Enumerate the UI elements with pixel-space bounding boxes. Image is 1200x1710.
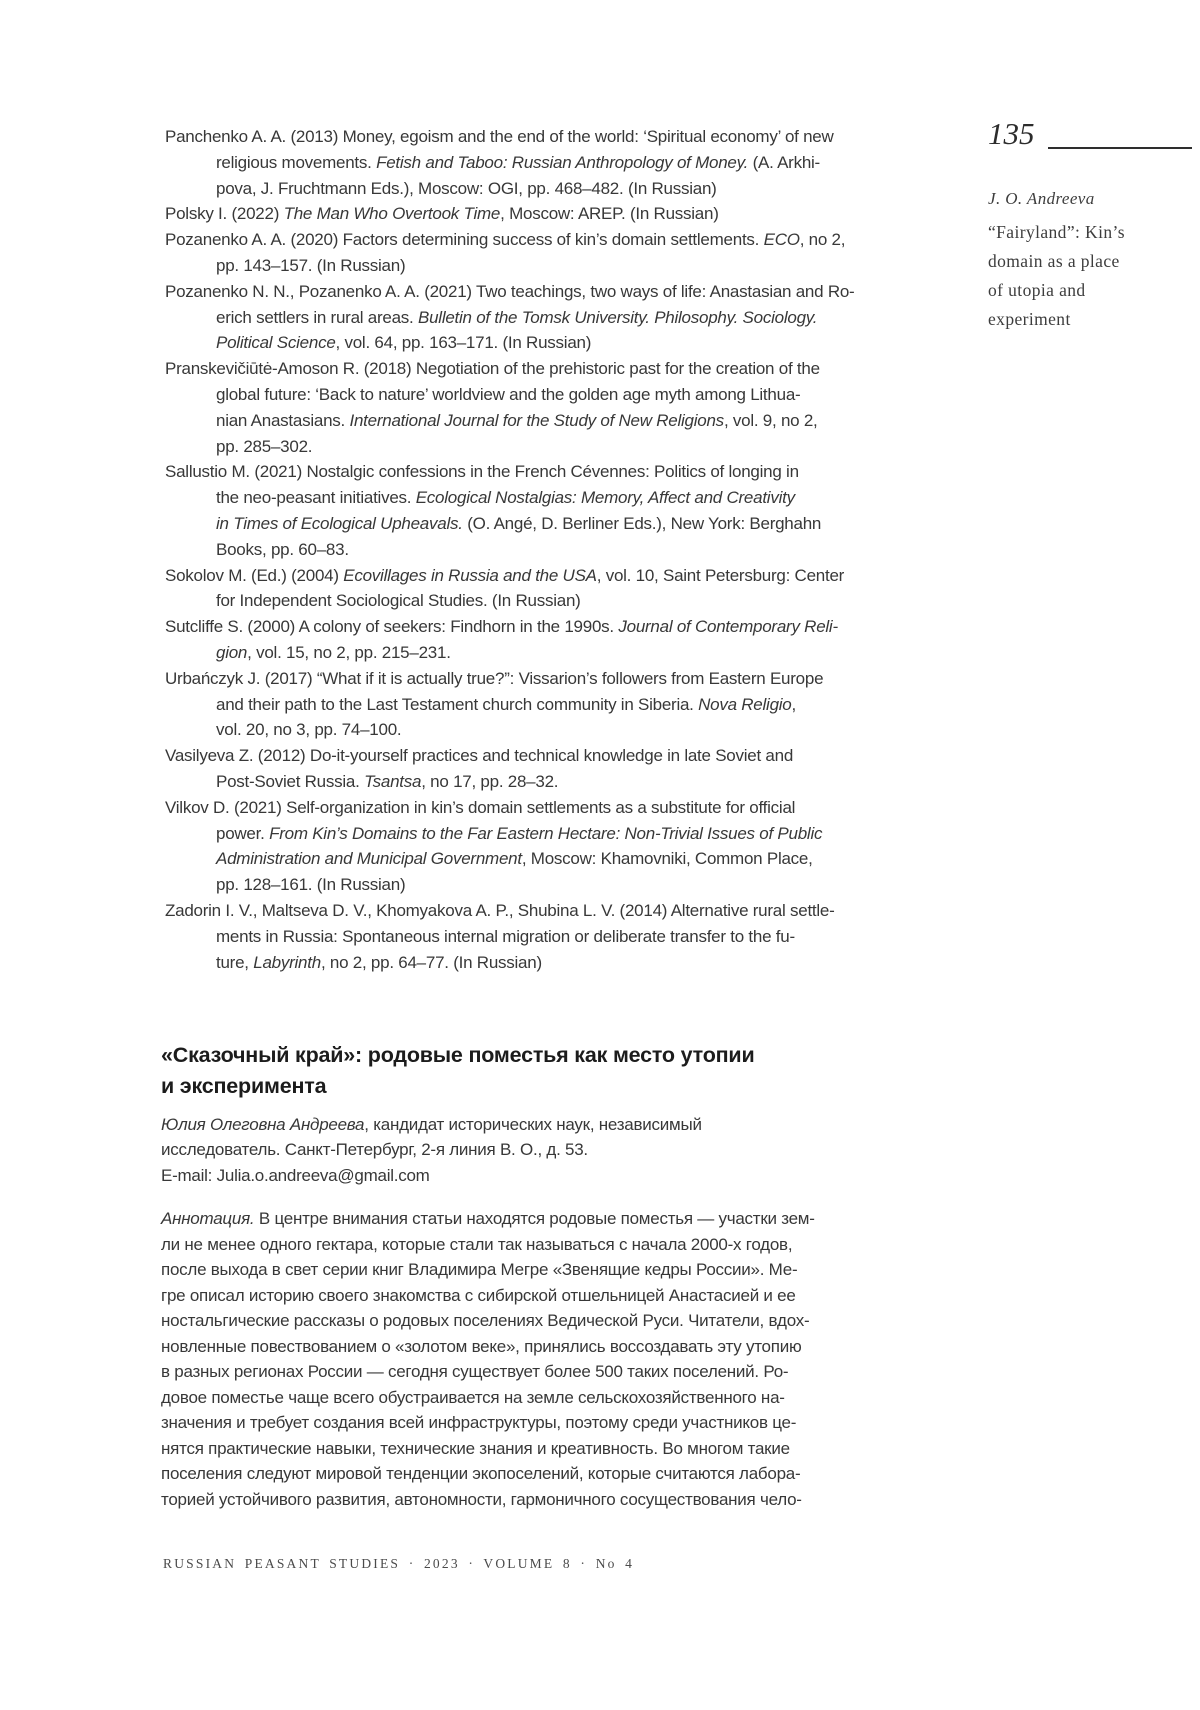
reference-line (165, 459, 955, 485)
italic-text: Labyrinth (253, 952, 321, 972)
abstract-line (161, 1232, 961, 1258)
plain-text: , (791, 694, 796, 714)
reference-line (165, 176, 955, 202)
plain-text: , no 17, pp. 28–32. (421, 771, 559, 791)
plain-text: Pozanenko A. A. (2020) Factors determining success of kin’s domain settlements. (165, 230, 764, 250)
reference-line (165, 743, 955, 769)
reference-line (165, 898, 955, 924)
sidebar-title-line (988, 247, 1125, 276)
section-heading-line (161, 1040, 961, 1071)
plain-text: pova, J. Fruchtmann Eds.), Moscow: OGI, pp. 468–482. (In Russian) (216, 178, 717, 198)
reference-line (165, 253, 955, 279)
plain-text: , no 2, pp. 64–77. (In Russian) (320, 952, 542, 972)
author-info-line (161, 1137, 961, 1162)
author-info-line (161, 1112, 961, 1137)
reference-line (165, 511, 955, 537)
abstract-line (161, 1206, 961, 1232)
italic-text: Ecological Nostalgias: Memory, Affect and Creativity (415, 488, 795, 508)
plain-text: Sokolov M. (Ed.) (2004) (165, 565, 344, 585)
plain-text: of utopia and (988, 280, 1086, 300)
plain-text: for Independent Sociological Studies. (In Russian) (216, 591, 581, 611)
reference-line (165, 124, 955, 150)
plain-text: , vol. 10, Saint Petersburg: Center (596, 565, 845, 585)
italic-text: International Journal for the Study of New Religions (349, 410, 724, 430)
plain-text: торией устойчивого развития, автономности, гармоничного сосуществования чело- (161, 1489, 802, 1509)
abstract-line (161, 1359, 961, 1385)
plain-text: нятся практические навыки, технические знания и креативность. Во многом такие (161, 1438, 790, 1458)
plain-text: новленные повествованием о «золотом веке», принялись воссоздавать эту утопию (161, 1336, 802, 1356)
reference-line (165, 588, 955, 614)
italic-text: Journal of Contemporary Reli- (618, 617, 838, 637)
reference-line (165, 356, 955, 382)
italic-text: Political Science (216, 333, 336, 353)
plain-text: pp. 143–157. (In Russian) (216, 255, 406, 275)
reference-line (165, 485, 955, 511)
plain-text: В центре внимания статьи находятся родовые поместья — участки зем- (254, 1209, 815, 1228)
plain-text: , vol. 9, no 2, (723, 410, 818, 430)
italic-text: Ecovillages in Russia and the USA (343, 565, 597, 585)
sidebar-author: J. O. Andreeva (988, 189, 1095, 208)
plain-text: Vasilyeva Z. (2012) Do-it-yourself practices and technical knowledge in late Soviet and (165, 746, 794, 766)
plain-text: гре описал историю своего знакомства с сибирской отшельницей Анастасией и ее (161, 1285, 796, 1305)
plain-text: , vol. 64, pp. 163–171. (In Russian) (335, 333, 592, 353)
reference-line (165, 950, 955, 976)
plain-text: power. (216, 823, 270, 843)
plain-text: , кандидат исторических наук, независимый (364, 1115, 702, 1134)
reference-line (165, 769, 955, 795)
plain-text: pp. 285–302. (216, 436, 313, 456)
abstract-line (161, 1385, 961, 1411)
author-info (161, 1112, 961, 1188)
reference-line (165, 150, 955, 176)
plain-text: nian Anastasians. (216, 410, 350, 430)
plain-text: erich settlers in rural areas. (216, 307, 418, 327)
reference-line (165, 872, 955, 898)
abstract-line (161, 1487, 961, 1513)
page-number-rule (1048, 147, 1192, 149)
plain-text: Sallustio M. (2021) Nostalgic confessions in the French Cévennes: Politics of longing in (165, 462, 799, 482)
abstract-line (161, 1283, 961, 1309)
plain-text: (O. Angé, D. Berliner Eds.), New York: Berghahn (462, 513, 822, 533)
plain-text: ments in Russia: Spontaneous internal migration or deliberate transfer to the fu- (216, 926, 795, 946)
reference-line (165, 563, 955, 589)
plain-text: после выхода в свет серии книг Владимира Мегре «Звенящие кедры России». Ме- (161, 1260, 798, 1279)
reference-line (165, 692, 955, 718)
sidebar-article-title (988, 218, 1125, 334)
italic-text: The Man Who Overtook Time (283, 204, 501, 224)
plain-text: religious movements. (216, 152, 377, 172)
reference-line (165, 382, 955, 408)
plain-text: Vilkov D. (2021) Self-organization in kin’s domain settlements as a substitute for official (165, 797, 796, 817)
italic-text: Аннотация. (161, 1209, 255, 1228)
reference-line (165, 795, 955, 821)
italic-text: gion (216, 642, 248, 662)
plain-text: Pranskevičiūtė-Amoson R. (2018) Negotiation of the prehistoric past for the creation of the (165, 359, 820, 379)
abstract-text (161, 1206, 961, 1512)
plain-text: Books, pp. 60–83. (216, 539, 349, 559)
section-heading (161, 1040, 961, 1102)
abstract-line (161, 1257, 961, 1283)
reference-line (165, 924, 955, 950)
abstract-line (161, 1308, 961, 1334)
reference-line (165, 717, 955, 743)
italic-text: Tsantsa (364, 771, 422, 791)
author-info-line (161, 1163, 961, 1188)
plain-text: , no 2, (799, 230, 846, 250)
plain-text: , Moscow: Khamovniki, Common Place, (521, 849, 813, 869)
italic-text: in Times of Ecological Upheavals. (216, 513, 463, 533)
abstract-line (161, 1410, 961, 1436)
abstract-line (161, 1334, 961, 1360)
plain-text: Urbańczyk J. (2017) “What if it is actually true?”: Vissarion’s followers from Eastern Europe (165, 668, 824, 688)
plain-text: E-mail: Julia.o.andreeva@gmail.com (161, 1165, 430, 1185)
reference-line (165, 434, 955, 460)
reference-line (165, 640, 955, 666)
plain-text: Pozanenko N. N., Pozanenko A. A. (2021) Two teachings, two ways of life: Anastasian and Ro- (165, 281, 855, 301)
reference-line (165, 305, 955, 331)
plain-text: Polsky I. (2022) (165, 204, 284, 224)
plain-text: ture, (216, 952, 254, 972)
italic-text: Administration and Municipal Government (216, 849, 522, 869)
plain-text: ли не менее одного гектара, которые стали так называться с начала 2000-х годов, (161, 1234, 793, 1254)
reference-line (165, 821, 955, 847)
plain-text: and their path to the Last Testament church community in Siberia. (216, 694, 699, 714)
reference-line (165, 201, 955, 227)
plain-text: the neo-peasant initiatives. (216, 488, 416, 508)
references-list (165, 124, 955, 975)
reference-line (165, 279, 955, 305)
italic-text: Bulletin of the Tomsk University. Philosophy. Sociology. (418, 307, 818, 327)
italic-text: Nova Religio (698, 694, 792, 714)
plain-text: довое поместье чаще всего обустраивается на земле сельскохозяйственного на- (161, 1387, 785, 1407)
plain-text: pp. 128–161. (In Russian) (216, 875, 406, 895)
abstract-line (161, 1436, 961, 1462)
plain-text: vol. 20, no 3, pp. 74–100. (216, 720, 402, 740)
plain-text: Post-Soviet Russia. (216, 771, 365, 791)
italic-text: ECO (763, 230, 800, 250)
page-number: 135 (988, 116, 1035, 151)
plain-text: в разных регионах России — сегодня существует более 500 таких поселений. Ро- (161, 1362, 789, 1381)
plain-text: и эксперимента (161, 1074, 327, 1098)
plain-text: experiment (988, 309, 1071, 329)
plain-text: исследователь. Санкт-Петербург, 2-я линия В. О., д. 53. (161, 1140, 588, 1160)
plain-text: ностальгические рассказы о родовых поселениях Ведической Руси. Читатели, вдох- (161, 1311, 810, 1330)
plain-text: «Сказочный край»: родовые поместья как место утопии (161, 1043, 755, 1067)
plain-text: , vol. 15, no 2, pp. 215–231. (247, 642, 451, 662)
sidebar-title-line (988, 218, 1125, 247)
page-footer: RUSSIAN PEASANT STUDIES · 2023 · VOLUME 8 · No 4 (163, 1556, 635, 1571)
reference-line (165, 666, 955, 692)
reference-line (165, 846, 955, 872)
italic-text: Fetish and Taboo: Russian Anthropology of Money. (376, 152, 749, 172)
plain-text: Zadorin I. V., Maltseva D. V., Khomyakova A. P., Shubina L. V. (2014) Alternative rural settle- (165, 900, 835, 920)
reference-line (165, 614, 955, 640)
italic-text: From Kin’s Domains to the Far Eastern Hectare: Non-Trivial Issues of Public (269, 823, 823, 843)
plain-text: Sutcliffe S. (2000) A colony of seekers: Findhorn in the 1990s. (165, 617, 619, 637)
plain-text: Panchenko A. A. (2013) Money, egoism and the end of the world: ‘Spiritual economy’ of new (165, 127, 834, 146)
abstract-line (161, 1461, 961, 1487)
plain-text: (A. Arkhi- (748, 152, 820, 172)
reference-line (165, 408, 955, 434)
plain-text: значения и требует создания всей инфраструктуры, поэтому среди участников це- (161, 1413, 797, 1432)
reference-line (165, 537, 955, 563)
plain-text: global future: ‘Back to nature’ worldview and the golden age myth among Lithua- (216, 384, 801, 404)
plain-text: поселения следуют мировой тенденции экопоселений, которые считаются лабора- (161, 1464, 801, 1483)
plain-text: domain as a place (988, 251, 1120, 271)
plain-text: “Fairyland”: Kin’s (988, 222, 1125, 242)
reference-line (165, 227, 955, 253)
italic-text: Юлия Олеговна Андреева (161, 1115, 365, 1134)
sidebar-title-line (988, 305, 1125, 334)
plain-text: , Moscow: AREP. (In Russian) (500, 204, 719, 224)
reference-line (165, 330, 955, 356)
section-heading-line (161, 1071, 961, 1102)
sidebar-title-line (988, 276, 1125, 305)
